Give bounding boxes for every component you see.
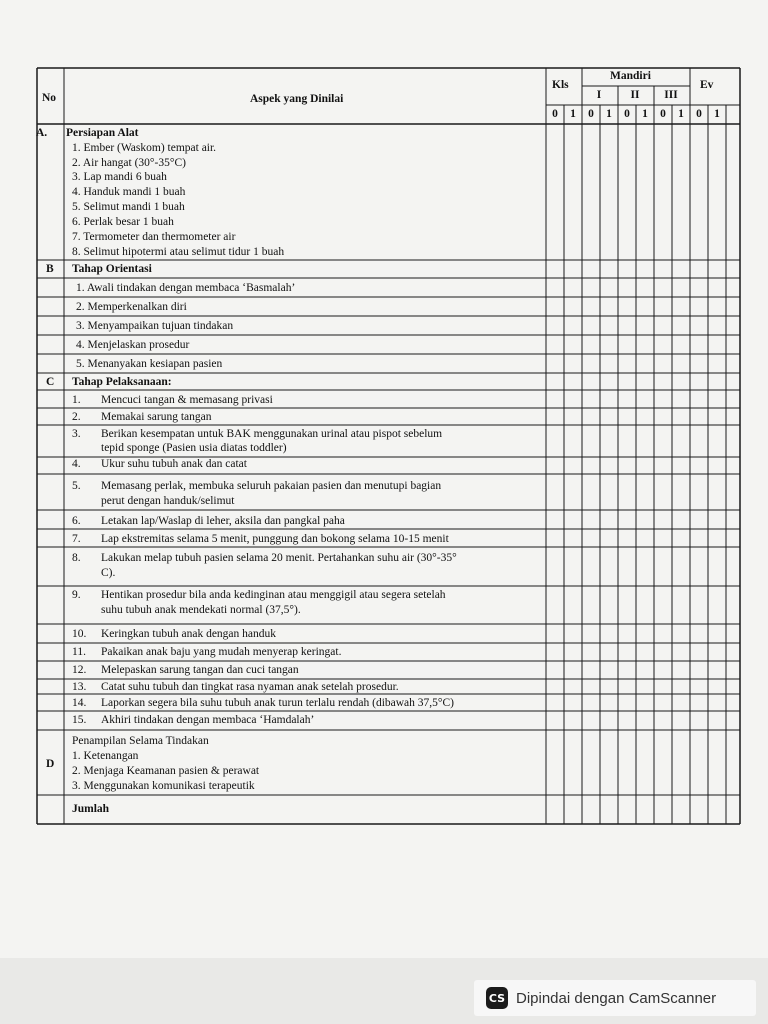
score-column-label: 1 <box>642 108 648 120</box>
section-c-item-text: Mencuci tangan & memasang privasi <box>101 394 273 406</box>
section-a-item: 6. Perlak besar 1 buah <box>72 216 174 228</box>
section-b-item: 3. Menyampaikan tujuan tindakan <box>76 320 234 332</box>
section-c-item-text: Memasang perlak, membuka seluruh pakaian pasien dan menutupi bagian <box>101 480 442 492</box>
section-c-item-text: Letakan lap/Waslap di leher, aksila dan pangkal paha <box>101 515 345 527</box>
section-c-item-num: 8. <box>72 552 81 564</box>
section-b-title: Tahap Orientasi <box>72 263 152 275</box>
header-mandiri-iii: III <box>664 89 678 101</box>
section-c-item-num: 3. <box>72 428 81 440</box>
section-c-item-text: Memakai sarung tangan <box>101 411 212 423</box>
section-c-item-text: Ukur suhu tubuh anak dan catat <box>101 458 247 470</box>
score-column-label: 0 <box>696 108 702 120</box>
section-d-label: D <box>46 758 55 770</box>
section-a-item: 1. Ember (Waskom) tempat air. <box>72 142 217 154</box>
section-c-item-num: 4. <box>72 458 81 470</box>
header-aspek: Aspek yang Dinilai <box>250 93 344 105</box>
section-a-title: Persiapan Alat <box>66 127 139 139</box>
section-c-item-text: Catat suhu tubuh dan tingkat rasa nyaman anak setelah prosedur. <box>101 681 399 693</box>
header-no: No <box>42 92 57 104</box>
section-c-item-text: suhu tubuh anak mendekati normal (37,5°). <box>101 604 301 616</box>
section-c-item-num: 1. <box>72 394 81 406</box>
total-label: Jumlah <box>72 803 110 815</box>
section-d-item: 2. Menjaga Keamanan pasien & perawat <box>72 765 260 777</box>
section-d-item: 1. Ketenangan <box>72 750 139 762</box>
section-b-item: 5. Menanyakan kesiapan pasien <box>76 358 223 370</box>
section-c-item-text: Melepaskan sarung tangan dan cuci tangan <box>101 664 299 676</box>
score-column-label: 1 <box>570 108 576 120</box>
section-c-item-num: 2. <box>72 411 81 423</box>
section-c-item-num: 13. <box>72 681 87 693</box>
section-a-item: 2. Air hangat (30°-35°C) <box>72 157 186 169</box>
header-mandiri-ii: II <box>630 89 640 101</box>
section-c-item-num: 12. <box>72 664 87 676</box>
section-b-item: 2. Memperkenalkan diri <box>76 301 187 313</box>
section-b-item: 4. Menjelaskan prosedur <box>76 339 190 351</box>
section-c-item-text: perut dengan handuk/selimut <box>101 495 235 507</box>
section-c-item-num: 5. <box>72 480 81 492</box>
score-column-label: 1 <box>606 108 612 120</box>
section-c-title: Tahap Pelaksanaan: <box>72 376 172 388</box>
section-a-item: 4. Handuk mandi 1 buah <box>72 186 186 198</box>
section-c-item-num: 10. <box>72 628 87 640</box>
camscanner-text: Dipindai dengan CamScanner <box>516 989 717 1007</box>
section-a-label: A. <box>36 127 48 139</box>
section-c-item-text: Keringkan tubuh anak dengan handuk <box>101 628 277 640</box>
score-column-label: 1 <box>678 108 684 120</box>
section-a-item: 5. Selimut mandi 1 buah <box>72 201 185 213</box>
camscanner-watermark <box>474 980 756 1016</box>
section-c-item-text: Akhiri tindakan dengan membaca ‘Hamdalah’ <box>101 714 315 726</box>
section-a-item: 3. Lap mandi 6 buah <box>72 171 167 183</box>
section-c-item-text: Pakaikan anak baju yang mudah menyerap keringat. <box>101 646 342 658</box>
score-column-label: 0 <box>588 108 594 120</box>
section-c-item-text: Lakukan melap tubuh pasien selama 20 menit. Pertahankan suhu air (30°-35° <box>101 552 457 564</box>
section-c-item-text: Berikan kesempatan untuk BAK menggunakan urinal atau pispot sebelum <box>101 428 443 440</box>
section-c-item-num: 7. <box>72 533 81 545</box>
section-b-item: 1. Awali tindakan dengan membaca ‘Basmalah’ <box>76 282 296 294</box>
header-mandiri: Mandiri <box>610 70 651 82</box>
section-c-item-text: Lap ekstremitas selama 5 menit, punggung dan bokong selama 10-15 menit <box>101 533 449 545</box>
section-c-item-num: 9. <box>72 589 81 601</box>
section-c-item-num: 6. <box>72 515 81 527</box>
section-c-item-num: 15. <box>72 714 87 726</box>
section-a-item: 7. Termometer dan thermometer air <box>72 231 236 243</box>
section-c-item-text: Laporkan segera bila suhu tubuh anak turun terlalu rendah (dibawah 37,5°C) <box>101 697 455 709</box>
section-c-item-text: C). <box>101 567 116 579</box>
section-c-item-text: Hentikan prosedur bila anda kedinginan atau menggigil atau segera setelah <box>101 589 446 601</box>
section-c-item-text: tepid sponge (Pasien usia diatas toddler) <box>101 442 287 454</box>
section-c-item-num: 14. <box>72 697 87 709</box>
section-c-item-num: 11. <box>72 646 86 658</box>
section-d-title: Penampilan Selama Tindakan <box>72 735 209 747</box>
score-column-label: 0 <box>552 108 558 120</box>
score-column-label: 0 <box>624 108 630 120</box>
section-c-label: C <box>46 376 55 388</box>
section-a-item: 8. Selimut hipotermi atau selimut tidur 1 buah <box>72 246 285 258</box>
header-kls: Kls <box>552 79 569 91</box>
header-ev: Ev <box>700 79 714 91</box>
section-b-label: B <box>46 263 54 275</box>
section-d-item: 3. Menggunakan komunikasi terapeutik <box>72 780 255 792</box>
score-column-label: 1 <box>714 108 720 120</box>
score-column-label: 0 <box>660 108 666 120</box>
header-mandiri-i: I <box>596 89 602 101</box>
camscanner-logo-icon: CS <box>486 987 508 1009</box>
